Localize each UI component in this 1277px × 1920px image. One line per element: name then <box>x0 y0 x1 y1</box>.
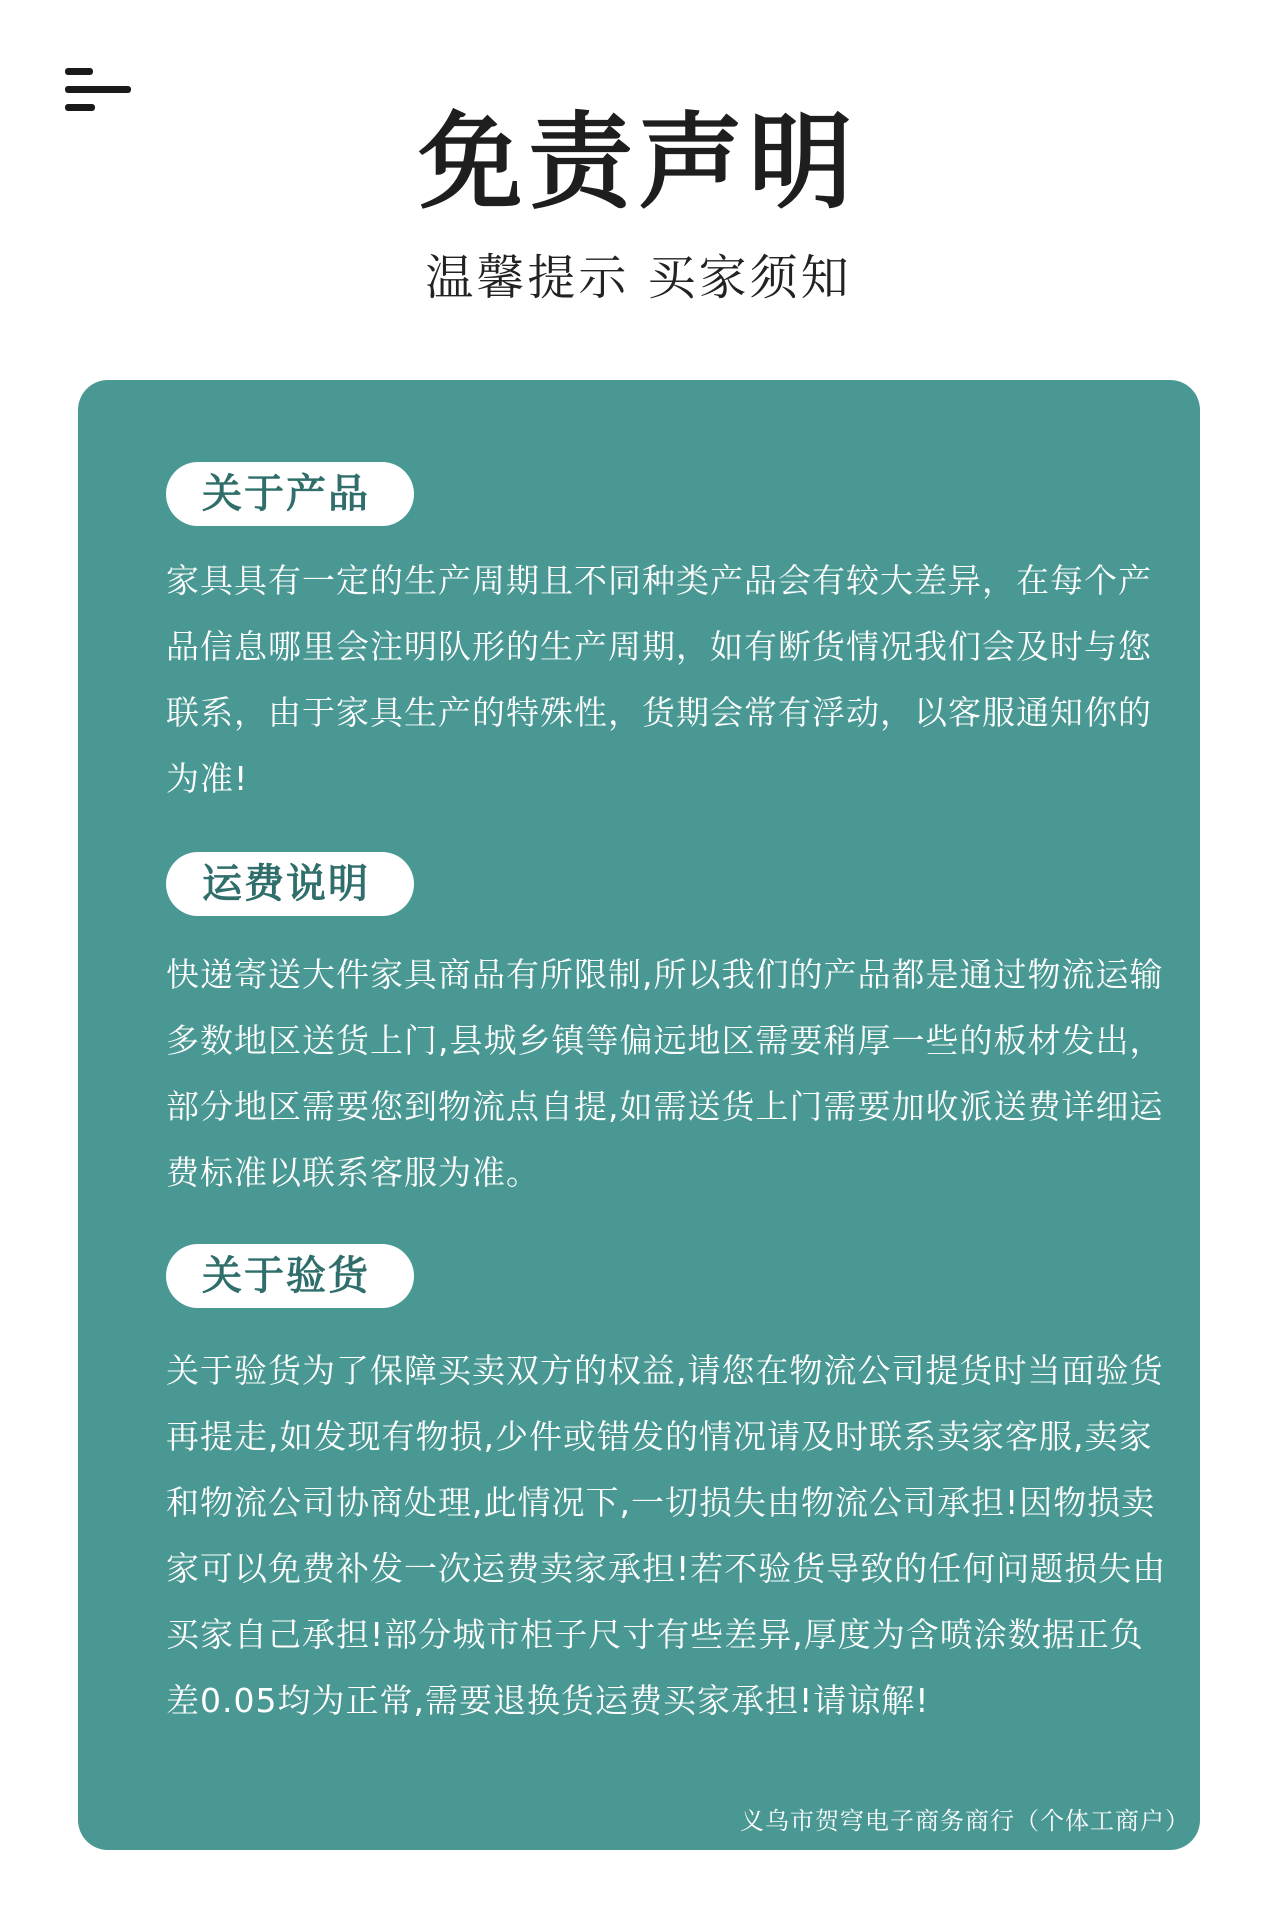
section-heading-product: 关于产品 <box>166 462 414 526</box>
page-subtitle: 温馨提示 买家须知 <box>425 250 852 306</box>
section-body-shipping: 快递寄送大件家具商品有所限制,所以我们的产品都是通过物流运输多数地区送货上门,县城乡镇等偏远地区需要稍厚一些的板材发出，部分地区需要您到物流点自提,如需送货上门需要加收派送费详细运费标准以联系客服为准。 <box>166 955 1164 1192</box>
section-heading-shipping: 运费说明 <box>166 852 414 916</box>
notice-panel <box>78 380 1200 1850</box>
page-title: 免责声明 <box>418 101 859 223</box>
merchant-note: 义乌市贺穹电子商务商行（个体工商户） <box>740 1807 1190 1835</box>
section-heading-inspection: 关于验货 <box>166 1244 414 1308</box>
section-body-product: 家具具有一定的生产周期且不同种类产品会有较大差异，在每个产品信息哪里会注明队形的生产周期，如有断货情况我们会及时与您联系，由于家具生产的特殊性，货期会常有浮动，以客服通知你的为准! <box>166 561 1152 798</box>
section-body-inspection: 关于验货为了保障买卖双方的权益,请您在物流公司提货时当面验货再提走,如发现有物损,少件或错发的情况请及时联系卖家客服,卖家和物流公司协商处理,此情况下,一切损失由物流公司承担!因物损卖家可以免费补发一次运费卖家承担!若不验货导致的任何问题损失由买家自己承担!部分城市柜子尺寸有些差异,厚度为含喷涂数据正负差0.05均为正常,需要退换货运费买家承担!请谅解! <box>166 1351 1167 1720</box>
